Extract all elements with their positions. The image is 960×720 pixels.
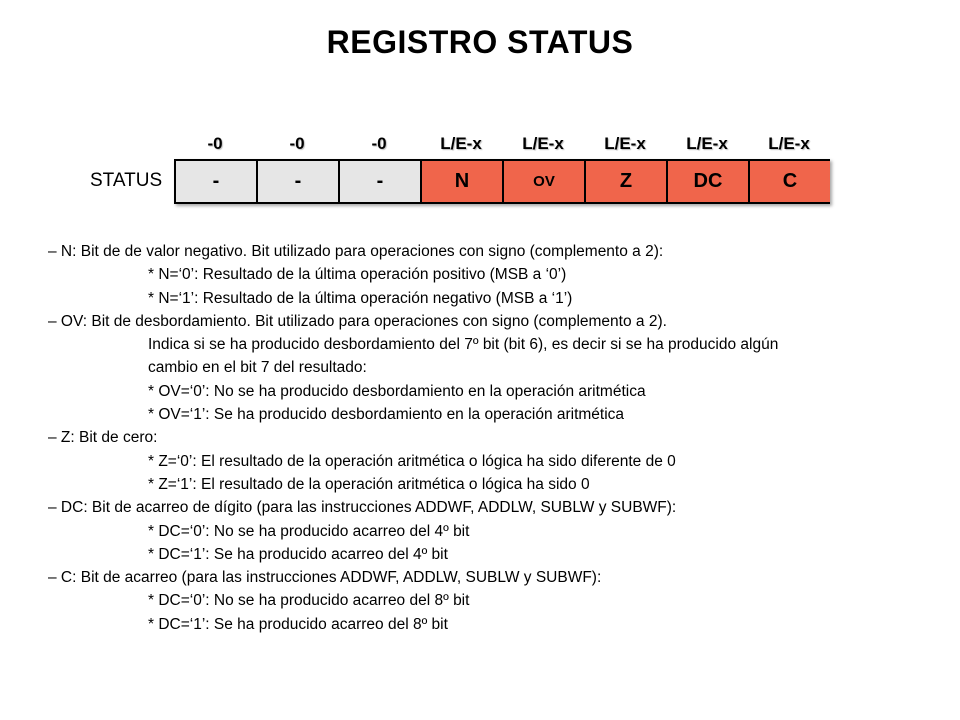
description-bullet: – N: Bit de de valor negativo. Bit utilizado para operaciones con signo (complemento a 2): <box>48 243 664 260</box>
description-subline: * DC=‘0’: No se ha producido acarreo del 8º bit <box>148 592 470 610</box>
description-subline: * OV=‘0’: No se ha producido desbordamiento en la operación aritmética <box>148 382 646 400</box>
register-name-label: STATUS <box>90 170 163 191</box>
description-subline: Indica si se ha producido desbordamiento del 7º bit (bit 6), es decir si se ha producido algún <box>148 336 779 354</box>
access-label-bit-2: L/E-x <box>604 134 646 153</box>
register-bit-5: - <box>340 161 420 202</box>
slide-title: REGISTRO STATUS <box>326 24 634 60</box>
description-subline: cambio en el bit 7 del resultado: <box>148 359 367 377</box>
description-subline: * Z=‘0’: El resultado de la operación aritmética o lógica ha sido diferente de 0 <box>148 452 676 470</box>
description-subline: * N=‘1’: Resultado de la última operación negativo (MSB a ‘1’) <box>148 289 573 307</box>
status-register-diagram <box>0 0 960 220</box>
description-subline: * DC=‘1’: Se ha producido acarreo del 8º bit <box>148 615 448 633</box>
bit-description-text <box>48 240 928 636</box>
access-labels-row <box>174 134 830 156</box>
register-bit-4: N <box>422 161 502 202</box>
description-subline: * DC=‘1’: Se ha producido acarreo del 4º bit <box>148 545 448 563</box>
register-bit-7: - <box>176 161 256 202</box>
description-subline: * OV=‘1’: Se ha producido desbordamiento en la operación aritmética <box>148 406 625 424</box>
register-bits-box <box>174 159 830 204</box>
description-bullet: – Z: Bit de cero: <box>48 429 158 447</box>
description-bullet: – DC: Bit de acarreo de dígito (para las instrucciones ADDWF, ADDLW, SUBLW y SUBWF): <box>48 499 677 517</box>
description-subline: * DC=‘0’: No se ha producido acarreo del 4º bit <box>148 522 470 540</box>
register-bit-6: - <box>258 161 338 202</box>
description-subline: * N=‘0’: Resultado de la última operación positivo (MSB a ‘0’) <box>148 266 567 284</box>
register-bit-3: OV <box>504 161 584 202</box>
description-subline: * Z=‘1’: El resultado de la operación aritmética o lógica ha sido 0 <box>148 475 590 493</box>
register-bit-1: DC <box>668 161 748 202</box>
register-bit-0: C <box>750 161 830 202</box>
register-bit-2: Z <box>586 161 666 202</box>
access-label-bit-6: -0 <box>289 134 305 153</box>
access-label-bit-5: -0 <box>371 134 387 153</box>
access-label-bit-3: L/E-x <box>522 134 564 153</box>
description-bullet: – OV: Bit de desbordamiento. Bit utilizado para operaciones con signo (complemento a 2). <box>48 312 667 330</box>
description-bullet: – C: Bit de acarreo (para las instrucciones ADDWF, ADDLW, SUBLW y SUBWF): <box>48 569 602 587</box>
access-label-bit-7: -0 <box>207 134 223 153</box>
access-label-bit-4: L/E-x <box>440 134 482 153</box>
access-label-bit-1: L/E-x <box>686 134 728 153</box>
access-label-bit-0: L/E-x <box>768 134 810 153</box>
